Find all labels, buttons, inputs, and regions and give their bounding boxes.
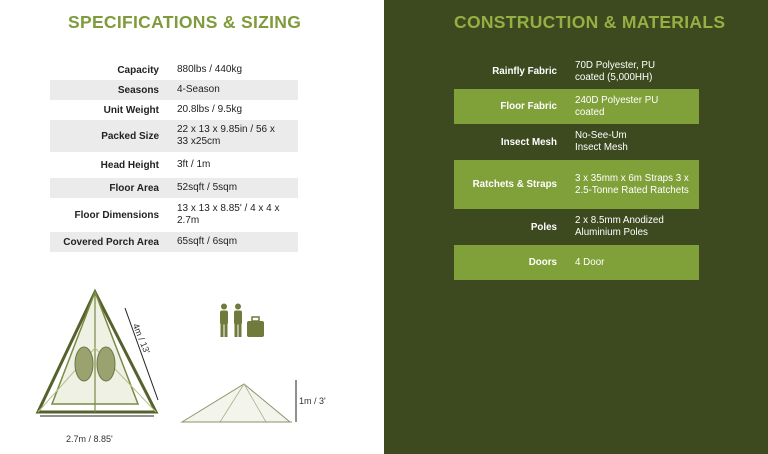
base-width-label: 2.7m / 8.85' bbox=[66, 434, 113, 444]
spec-value: 4-Season bbox=[177, 84, 220, 95]
spec-label: Head Height bbox=[100, 159, 159, 171]
construction-row bbox=[454, 54, 699, 89]
construction-label: Floor Fabric bbox=[500, 101, 557, 112]
construction-label: Ratchets & Straps bbox=[472, 179, 557, 190]
construction-panel bbox=[384, 0, 768, 454]
specifications-heading: SPECIFICATIONS & SIZING bbox=[68, 12, 302, 32]
spec-value: 13 x 13 x 8.85' / 4 x 4 x 2.7m bbox=[177, 203, 280, 226]
construction-value: 70D Polyester, PU coated (5,000HH) bbox=[575, 59, 656, 83]
spec-value: 20.8lbs / 9.5kg bbox=[177, 104, 243, 115]
capacity-icon bbox=[216, 303, 266, 339]
spec-row bbox=[50, 152, 298, 178]
side-length-label: 4m / 13' bbox=[130, 322, 152, 356]
spec-row bbox=[50, 60, 298, 80]
spec-label: Unit Weight bbox=[103, 104, 159, 116]
tent-side-outline bbox=[182, 384, 290, 422]
spec-row bbox=[50, 198, 298, 232]
spec-row bbox=[50, 80, 298, 100]
construction-row bbox=[454, 89, 699, 124]
spec-label: Floor Dimensions bbox=[74, 209, 159, 221]
spec-value: 52sqft / 5sqm bbox=[177, 182, 238, 193]
construction-label: Poles bbox=[530, 221, 557, 233]
spec-label: Seasons bbox=[117, 84, 159, 96]
person-icon bbox=[234, 304, 242, 338]
construction-table bbox=[454, 54, 699, 280]
construction-row bbox=[454, 245, 699, 280]
construction-value: 240D Polyester PU coated bbox=[575, 94, 659, 118]
spec-value: 3ft / 1m bbox=[177, 159, 211, 170]
luggage-icon bbox=[247, 317, 264, 337]
sleeping-bag-left bbox=[75, 347, 93, 381]
construction-label: Rainfly Fabric bbox=[492, 66, 557, 77]
sleeping-bag-right bbox=[97, 347, 115, 381]
spec-row bbox=[50, 100, 298, 120]
spec-row bbox=[50, 178, 298, 198]
spec-label: Floor Area bbox=[109, 182, 159, 194]
construction-heading: CONSTRUCTION & MATERIALS bbox=[454, 12, 726, 32]
person-icon bbox=[220, 304, 228, 338]
specifications-table bbox=[50, 60, 298, 252]
construction-label: Doors bbox=[528, 257, 557, 268]
construction-value: 3 x 35mm x 6m Straps 3 x 2.5-Tonne Rated Ratchets bbox=[575, 172, 689, 196]
tent-top-view-diagram bbox=[30, 288, 170, 420]
spec-value: 22 x 13 x 9.85in / 56 x 33 x25cm bbox=[177, 124, 275, 147]
tent-side-view-diagram bbox=[180, 378, 300, 428]
spec-row bbox=[50, 232, 298, 252]
spec-value: 880lbs / 440kg bbox=[177, 64, 243, 75]
construction-row bbox=[454, 124, 699, 160]
spec-value: 65sqft / 6sqm bbox=[177, 236, 238, 247]
construction-value: 4 Door bbox=[575, 256, 605, 268]
construction-label: Insect Mesh bbox=[500, 136, 557, 148]
construction-value: No-See-Um Insect Mesh bbox=[575, 130, 628, 153]
spec-label: Packed Size bbox=[101, 130, 159, 142]
construction-row bbox=[454, 209, 699, 245]
spec-row bbox=[50, 120, 298, 152]
spec-label: Covered Porch Area bbox=[63, 236, 159, 248]
construction-value: 2 x 8.5mm Anodized Aluminium Poles bbox=[575, 215, 664, 238]
spec-label: Capacity bbox=[117, 64, 159, 76]
height-label: 1m / 3' bbox=[299, 396, 326, 406]
construction-row bbox=[454, 160, 699, 209]
